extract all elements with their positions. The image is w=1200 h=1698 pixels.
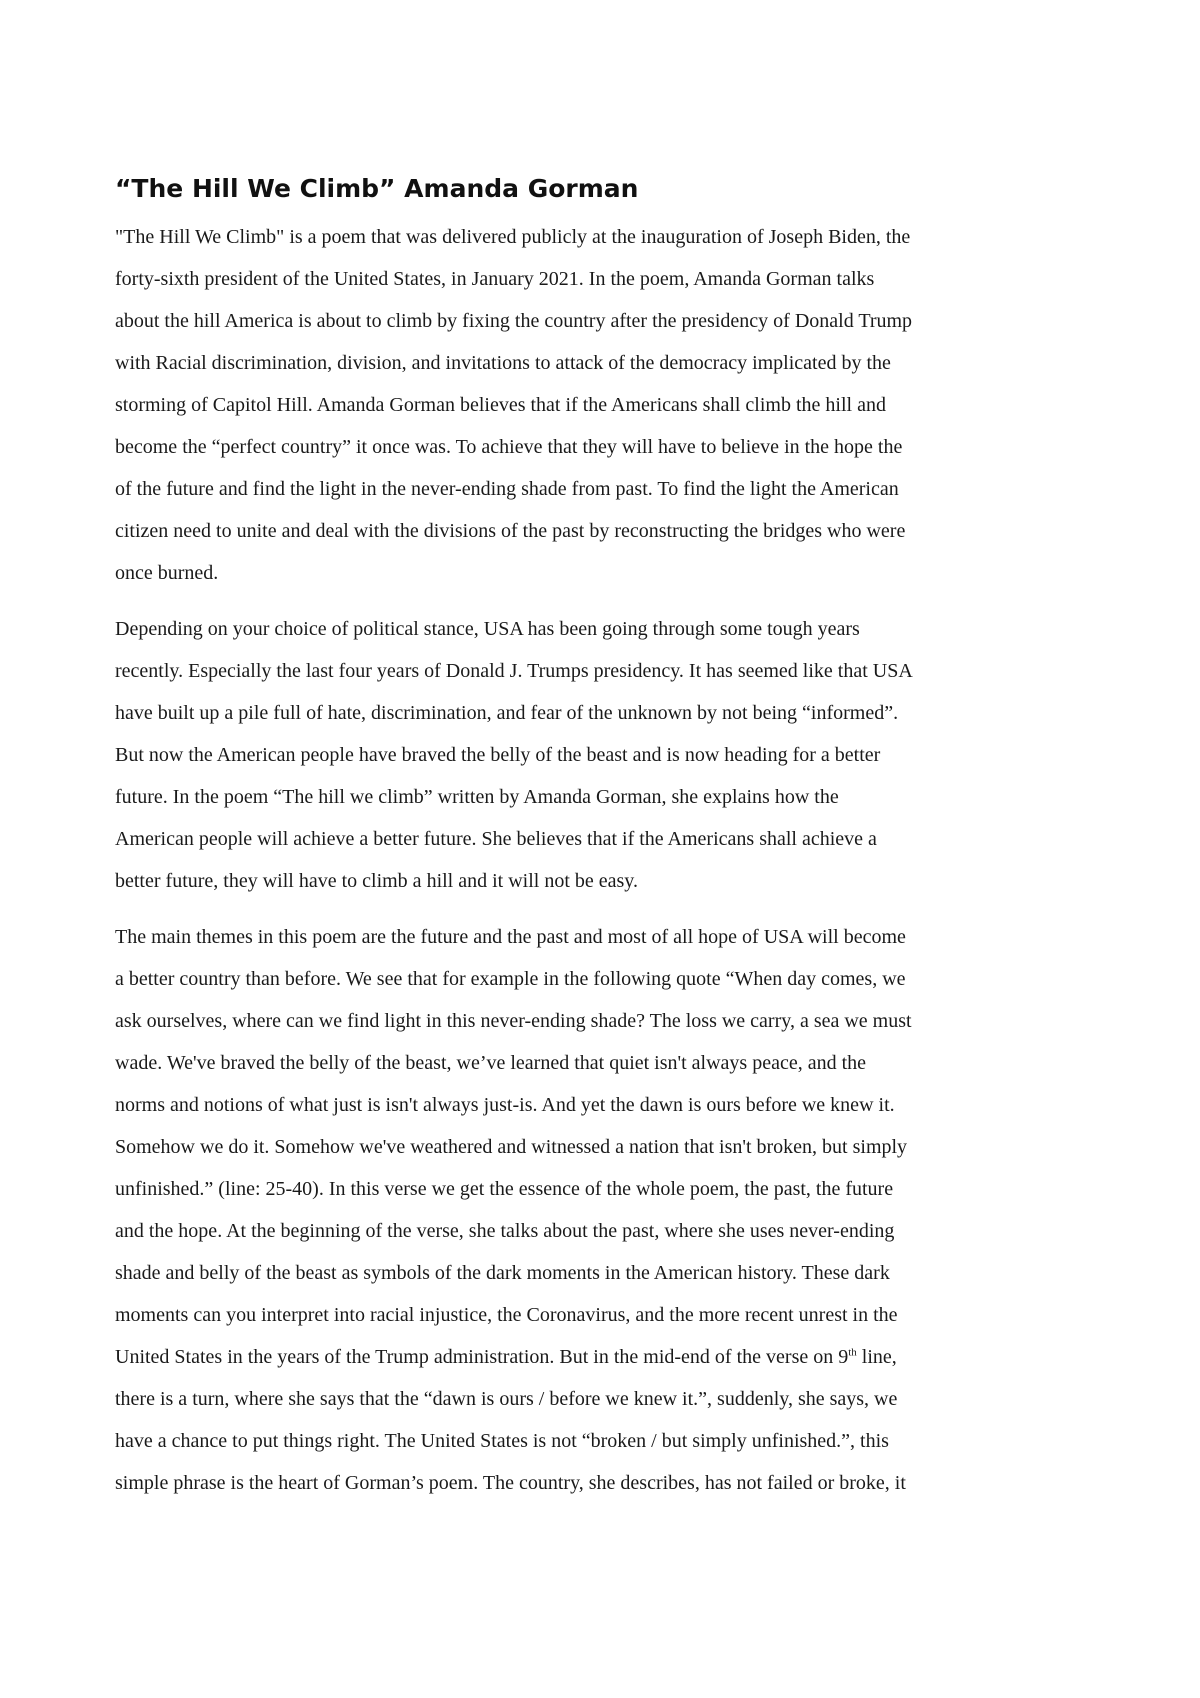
paragraph-line-with-superscript [115, 1336, 1090, 1378]
paragraph-line: Somehow we do it. Somehow we've weathered and witnessed a nation that isn't broken, but simply [115, 1136, 908, 1158]
paragraph-line: a better country than before. We see that for example in the following quote “When day comes, we [115, 968, 906, 990]
paragraph-line: But now the American people have braved the belly of the beast and is now heading for a better [115, 744, 881, 766]
paragraph-line: simple phrase is the heart of Gorman’s poem. The country, she describes, has not failed or broke, it [115, 1472, 906, 1494]
paragraph-line: have built up a pile full of hate, discrimination, and fear of the unknown by not being “informed”. [115, 702, 899, 724]
paragraph-line: about the hill America is about to climb by fixing the country after the presidency of Donald Trump [115, 310, 913, 332]
paragraph-line: wade. We've braved the belly of the beast, we’ve learned that quiet isn't always peace, and the [115, 1052, 867, 1074]
paragraph-line: recently. Especially the last four years of Donald J. Trumps presidency. It has seemed like that USA [115, 660, 913, 682]
paragraph-line: unfinished.” (line: 25-40). In this verse we get the essence of the whole poem, the past, the future [115, 1178, 894, 1200]
paragraph-line: have a chance to put things right. The United States is not “broken / but simply unfinished.”, this [115, 1430, 889, 1452]
paragraph-3 [115, 916, 1090, 1504]
document-title: “The Hill We Climb” Amanda Gorman [115, 174, 639, 203]
document-content [115, 172, 1090, 1518]
paragraph-line: moments can you interpret into racial injustice, the Coronavirus, and the more recent unrest in the [115, 1304, 898, 1326]
paragraph-line: better future, they will have to climb a hill and it will not be easy. [115, 870, 639, 892]
paragraph-line: shade and belly of the beast as symbols of the dark moments in the American history. These dark [115, 1262, 890, 1284]
paragraph-line: citizen need to unite and deal with the divisions of the past by reconstructing the bridges who were [115, 520, 906, 542]
paragraph-line: norms and notions of what just is isn't always just-is. And yet the dawn is ours before we knew it. [115, 1094, 895, 1116]
paragraph-line: storming of Capitol Hill. Amanda Gorman believes that if the Americans shall climb the hill and [115, 394, 886, 416]
paragraph-line: there is a turn, where she says that the “dawn is ours / before we knew it.”, suddenly, she says, we [115, 1388, 898, 1410]
paragraph-1 [115, 216, 1090, 594]
paragraph-2 [115, 608, 1090, 902]
paragraph-line: and the hope. At the beginning of the verse, she talks about the past, where she uses never-ending [115, 1220, 895, 1242]
paragraph-line: of the future and find the light in the never-ending shade from past. To find the light the American [115, 478, 899, 500]
paragraph-line: "The Hill We Climb" is a poem that was delivered publicly at the inauguration of Joseph Biden, the [115, 226, 911, 248]
paragraph-line: forty-sixth president of the United States, in January 2021. In the poem, Amanda Gorman talks [115, 268, 875, 290]
paragraph-line: The main themes in this poem are the future and the past and most of all hope of USA will become [115, 926, 906, 948]
line-text-before-superscript: United States in the years of the Trump administration. But in the mid-end of the verse on 9 [115, 1346, 849, 1368]
paragraph-line: once burned. [115, 562, 219, 584]
ordinal-superscript: th [848, 1346, 857, 1359]
paragraph-line: Depending on your choice of political stance, USA has been going through some tough years [115, 618, 860, 640]
paragraph-line: ask ourselves, where can we find light in this never-ending shade? The loss we carry, a sea we must [115, 1010, 912, 1032]
paragraph-line: become the “perfect country” it once was. To achieve that they will have to believe in the hope the [115, 436, 903, 458]
paragraph-line: American people will achieve a better future. She believes that if the Americans shall achieve a [115, 828, 877, 850]
line-text-after-superscript: line, [856, 1346, 897, 1368]
paragraph-line: with Racial discrimination, division, and invitations to attack of the democracy implicated by the [115, 352, 891, 374]
paragraph-line: future. In the poem “The hill we climb” written by Amanda Gorman, she explains how the [115, 786, 839, 808]
